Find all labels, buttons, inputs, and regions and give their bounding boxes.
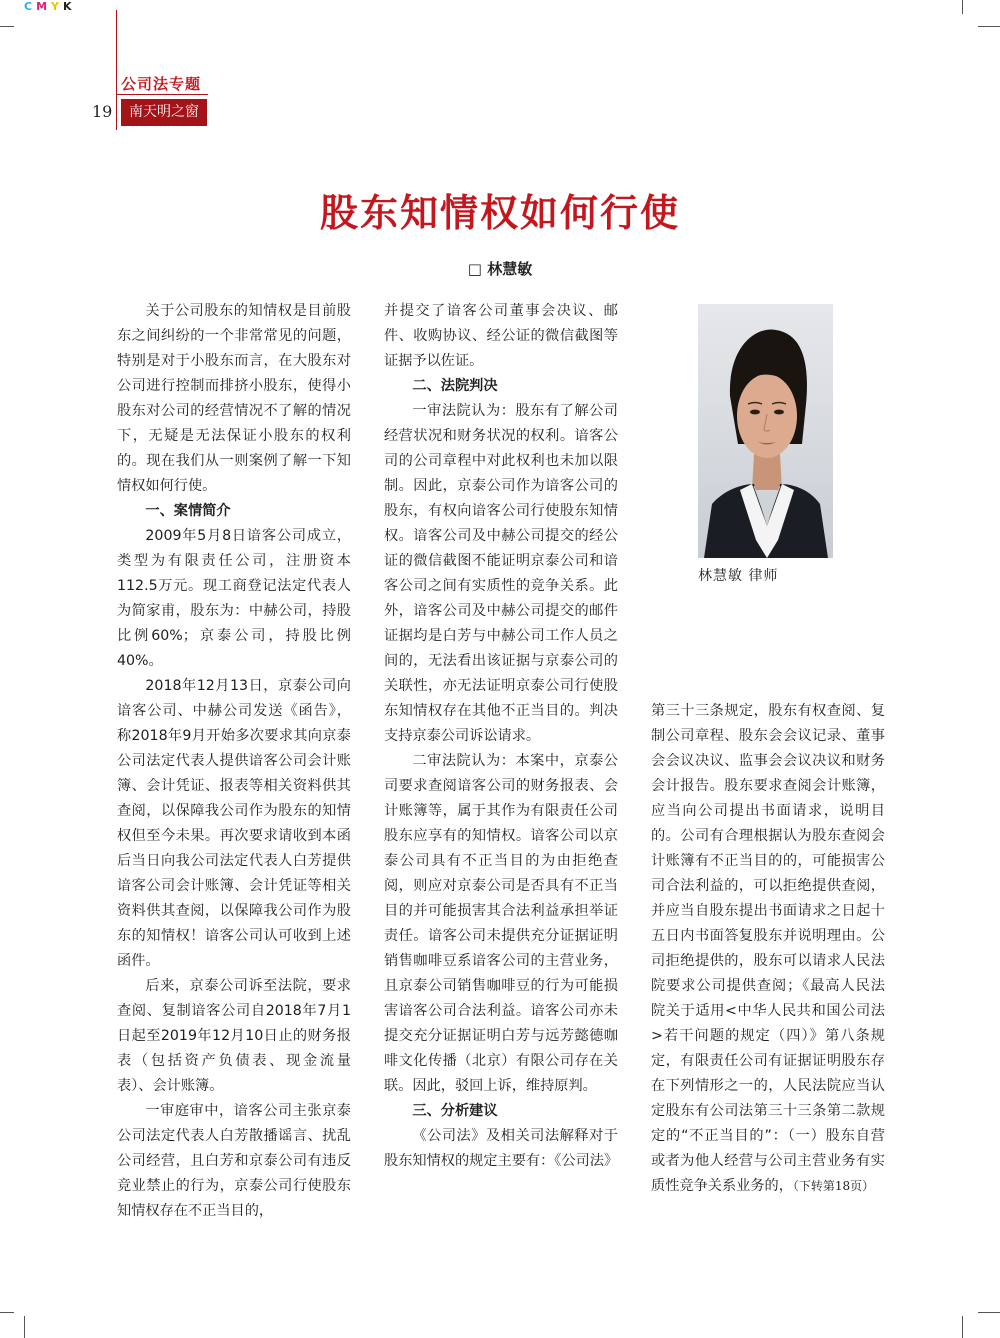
paragraph: 2018年12月13日，京泰公司向谙客公司、中赫公司发送《函告》，称2018年9月开始多次要求其向京泰公司法定代表人提供谙客公司会计账簿、会计凭证、报表等相关资料供其查阅，以保障我公司作为股东的知情权但至今未果。再次要求请收到本函后当日向我公司法定代表人白芳提供谙客公司会计账簿、会计凭证等相关资料供其查阅，以保障我公司作为股东的知情权！谙客公司认可收到上述函件。 — [117, 678, 351, 969]
paragraph — [651, 699, 885, 1199]
paragraph: 关于公司股东的知情权是目前股东之间纠纷的一个非常常见的问题，特别是对于小股东而言，在大股东对公司进行控制而排挤小股东，使得小股东对公司的经营情况不了解的情况下，无疑是无法保证小股东的权利的。现在我们从一则案例了解一下知情权如何行使。 — [117, 303, 351, 494]
page-number: 19 — [92, 102, 113, 121]
text-column-2 — [384, 299, 618, 1174]
paragraph: 后来，京泰公司诉至法院，要求查阅、复制谙客公司自2018年7月1日起至2019年12月10日止的财务报表（包括资产负债表、现金流量表）、会计账簿。 — [117, 978, 351, 1094]
crop-mark-bottom-right-v — [962, 1316, 963, 1338]
crop-mark-bottom-right-h — [978, 1312, 1000, 1313]
section-heading: 一、案情简介 — [145, 503, 231, 519]
article-title: 股东知情权如何行使 — [319, 191, 680, 235]
article-byline: □ 林慧敏 — [467, 260, 533, 278]
section-label: 公司法专题 — [121, 75, 202, 93]
paragraph: 2009年5月8日谙客公司成立，类型为有限责任公司，注册资本112.5万元。现工商登记法定代表人为简家甫，股东为：中赫公司，持股比例60%；京泰公司，持股比例40%。 — [117, 528, 351, 669]
crop-mark-top-right-v — [962, 0, 963, 14]
paragraph: 一审法院认为：股东有了解公司经营状况和财务状况的权利。谙客公司的公司章程中对此权利也未加以限制。因此，京泰公司作为谙客公司的股东，有权向谙客公司行使股东知情权。谙客公司及中赫公司提交的经公证的微信截图不能证明京泰公司和谙客公司之间有实质性的竞争关系。此外，谙客公司及中赫公司提交的邮件证据均是白芳与中赫公司工作人员之间的，无法看出该证据与京泰公司的关联性，亦无法证明京泰公司行使股东知情权存在其他不正当目的。判决支持京泰公司诉讼请求。 — [384, 403, 618, 744]
cmyk-registration-mark — [24, 0, 76, 13]
paragraph: 并提交了谙客公司董事会决议、邮件、收购协议、经公证的微信截图等证据予以佐证。 — [384, 303, 618, 369]
photo-caption: 林慧敏 律师 — [698, 568, 779, 584]
continued-note: （下转第18页） — [792, 1179, 875, 1193]
portrait-illustration — [698, 304, 833, 558]
paragraph: 二审法院认为：本案中，京泰公司要求查阅谙客公司的财务报表、会计账簿等，属于其作为有限责任公司股东应享有的知情权。谙客公司以京泰公司具有不正当目的为由拒绝查阅，则应对京泰公司是否具有不正当目的并可能损害其合法利益承担举证责任。谙客公司未提供充分证据证明销售咖啡豆系谙客公司的主营业务，且京泰公司销售咖啡豆的行为可能损害谙客公司合法利益。谙客公司亦未提交充分证据证明白芳与远芳懿德咖啡文化传播（北京）有限公司存在关联。因此，驳回上诉，维持原判。 — [384, 753, 618, 1094]
text-column-3 — [651, 699, 885, 1199]
author-portrait — [698, 304, 833, 558]
paragraph: 《公司法》及相关司法解释对于股东知情权的规定主要有：《公司法》 — [384, 1128, 619, 1169]
text-column-1 — [117, 299, 351, 1224]
cmyk-k: K — [63, 0, 76, 13]
column-banner: 南天明之窗 — [121, 99, 207, 126]
cmyk-y: Y — [51, 0, 63, 13]
section-heading: 二、法院判决 — [412, 378, 498, 394]
crop-mark-bottom-left-h — [0, 1312, 14, 1313]
section-heading: 三、分析建议 — [412, 1103, 498, 1119]
paragraph-text: 第三十三条规定，股东有权查阅、复制公司章程、股东会会议记录、董事会会议决议、监事会会议决议和财务会计报告。股东要求查阅会计账簿，应当向公司提出书面请求，说明目的。公司有合理根据认为股东查阅会计账簿有不正当目的的，可能损害公司合法利益的，可以拒绝提供查阅，并应当自股东提出书面请求之日起十五日内书面答复股东并说明理由。公司拒绝提供的，股东可以请求人民法院要求公司提供查阅；《最高人民法院关于适用<中华人民共和国公司法>若干问题的规定（四）》第八条规定，有限责任公司有证据证明股东存在下列情形之一的，人民法院应当认定股东有公司法第三十三条第二款规定的“不正当目的”：（一）股东自营或者为他人经营与公司主营业务有实质性竞争关系业务的， — [651, 703, 885, 1194]
crop-mark-bottom-left-v — [24, 1316, 25, 1338]
header-rule-vertical — [116, 10, 117, 130]
crop-mark-top-left — [0, 26, 14, 27]
cmyk-m: M — [36, 0, 52, 13]
crop-mark-top-right-h — [978, 26, 1000, 27]
header-rule-horizontal — [116, 94, 208, 95]
cmyk-c: C — [24, 0, 37, 13]
paragraph: 一审庭审中，谙客公司主张京泰公司法定代表人白芳散播谣言、扰乱公司经营，且白芳和京泰公司有违反竞业禁止的行为，京泰公司行使股东知情权存在不正当目的， — [117, 1103, 351, 1219]
